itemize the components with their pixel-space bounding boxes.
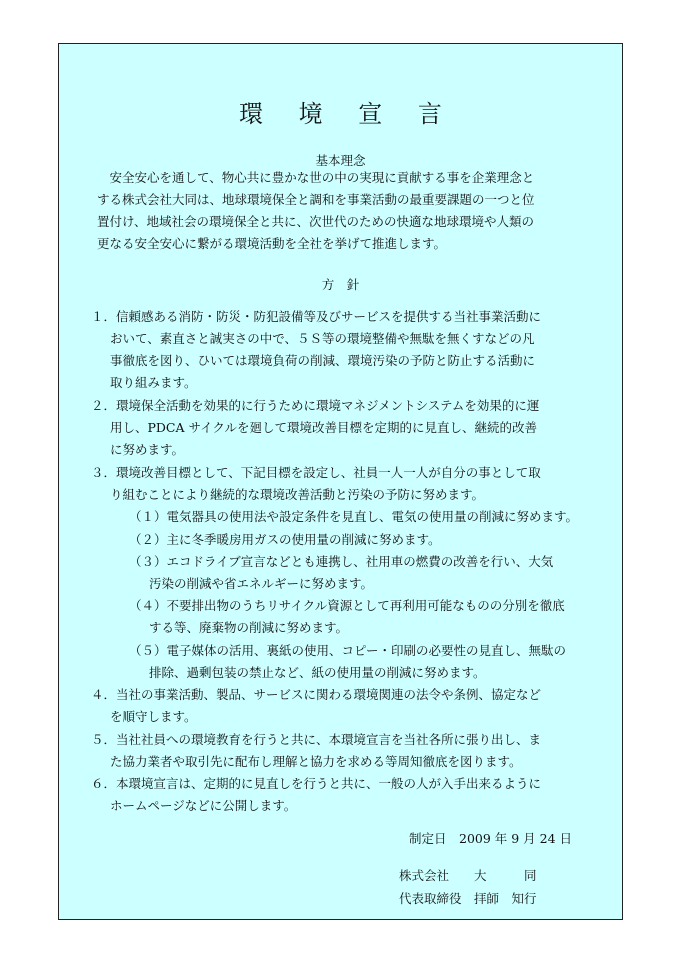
policy-heading: 方 針 <box>321 277 360 292</box>
policy-item-5: ５．当社社員への環境教育を行うと共に、本環境宣言を当社各所に張り出し、ま <box>91 732 542 747</box>
policy-subitem-2: （２）主に冬季暖房用ガスの使用量の削減に努めます。 <box>129 532 441 547</box>
representative: 代表取締役 拝師 知行 <box>399 891 537 906</box>
policy-line: た協力業者や取引先に配布し理解と協力を求める等周知徹底を図ります。 <box>110 754 522 769</box>
policy-line: おいて、素直さと誠実さの中で、５Ｓ等の環境整備や無駄を無くすなどの凡 <box>110 331 535 346</box>
enactment-date: 制定日 2009 年 9 月 24 日 <box>409 831 573 846</box>
policy-item-4: ４．当社の事業活動、製品、サービスに関わる環境関連の法令や条例、協定など <box>91 687 542 702</box>
philosophy-line: する株式会社大同は、地球環境保全と調和を事業活動の最重要課題の一つと位 <box>97 192 535 207</box>
philosophy-heading: 基本理念 <box>315 153 366 168</box>
policy-item-1: １．信頼感ある消防・防災・防犯設備等及びサービスを提供する当社事業活動に <box>91 309 542 324</box>
policy-line: 事徹底を図り、ひいては環境負荷の削減、環境汚染の予防と防止する活動に <box>110 353 536 368</box>
policy-line: を順守します。 <box>110 709 197 724</box>
policy-line: に努めます。 <box>110 442 185 457</box>
policy-subitem-1: （１）電気器具の使用法や設定条件を見直し、電気の使用量の削減に努めます。 <box>129 509 579 524</box>
policy-subitem-5: （５）電子媒体の活用、裏紙の使用、コピー・印刷の必要性の見直し、無駄の <box>129 643 567 658</box>
policy-subitem-3: （３）エコドライブ宣言などとも連携し、社用車の燃費の改善を行い、大気 <box>129 554 554 569</box>
policy-line: 取り組みます。 <box>110 375 197 390</box>
philosophy-line: 置付け、地域社会の環境保全と共に、次世代のための快適な地球環境や人類の <box>97 214 535 229</box>
policy-line: 排除、過剰包装の禁止など、紙の使用量の削減に努めます。 <box>149 665 486 680</box>
policy-line: り組むことにより継続的な環境改善活動と汚染の予防に努めます。 <box>110 487 485 502</box>
policy-line: 用し、PDCA サイクルを廻して環境改善目標を定期的に見直し、継続的改善 <box>110 420 537 435</box>
policy-item-3: ３．環境改善目標として、下記目標を設定し、社員一人一人が自分の事として取 <box>91 465 541 480</box>
policy-item-6: ６．本環境宣言は、定期的に見直しを行うと共に、一般の人が入手出来るように <box>91 776 542 791</box>
page-title: 環 境 宣 言 <box>239 100 456 128</box>
philosophy-line: 安全安心を通して、物心共に豊かな世の中の実現に貢献する事を企業理念と <box>97 170 535 185</box>
policy-line: ホームページなどに公開します。 <box>110 798 297 813</box>
declaration-page <box>58 43 623 920</box>
policy-line: 汚染の削減や省エネルギーに努めます。 <box>149 576 374 591</box>
policy-line: する等、廃棄物の削減に努めます。 <box>149 620 349 635</box>
philosophy-line: 更なる安全安心に繋がる環境活動を全社を挙げて推進します。 <box>97 236 447 251</box>
policy-item-2: ２．環境保全活動を効果的に行うために環境マネジメントシステムを効果的に運 <box>91 398 540 413</box>
company-name: 株式会社 大 同 <box>399 868 537 883</box>
policy-subitem-4: （４）不要排出物のうちリサイクル資源として再利用可能なものの分別を徹底 <box>129 598 565 613</box>
